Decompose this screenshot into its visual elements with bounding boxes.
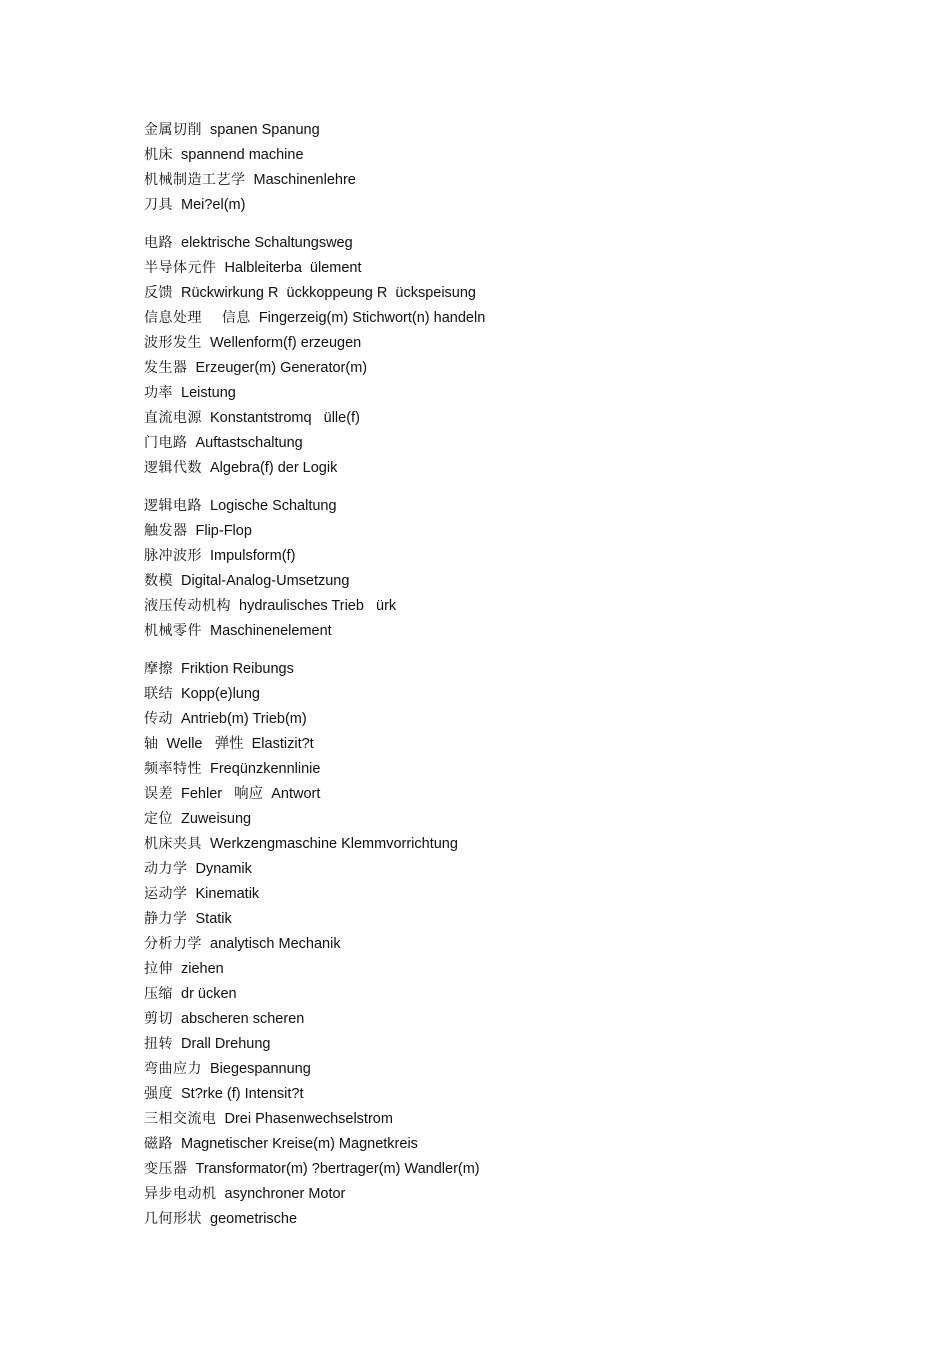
german-term: Kinematik [195,886,260,902]
chinese-term: 定位 [144,811,173,827]
german-term: Kopp(e)lung [181,686,260,702]
german-term: Magnetischer Kreise(m) Magnetkreis [181,1136,418,1152]
glossary-entry [144,657,844,682]
glossary-entry [144,732,844,757]
chinese-term: 机械制造工艺学 [144,172,246,188]
german-term: spanen Spanung [210,122,320,138]
german-term: Fingerzeig(m) Stichwort(n) handeln [258,310,486,326]
glossary-entry [144,857,844,882]
chinese-term: 刀具 [144,197,173,213]
group-gap [144,218,844,231]
chinese-term: 变压器 [144,1161,188,1177]
german-term: Transformator(m) ?bertrager(m) Wandler(m) [195,1161,480,1177]
german-term: Freqünzkennlinie [210,761,321,777]
glossary-entry [144,306,844,331]
chinese-term: 运动学 [144,886,188,902]
glossary-entry [144,1157,844,1182]
chinese-term: 信息处理 信息 [144,310,251,326]
glossary-entry [144,143,844,168]
glossary-entry [144,118,844,143]
chinese-term: 分析力学 [144,936,202,952]
german-term: Auftastschaltung [195,435,303,451]
german-term: Friktion Reibungs [181,661,294,677]
glossary-entry [144,757,844,782]
german-term: Halbleiterba ülement [224,260,362,276]
glossary-entry [144,907,844,932]
glossary-entry [144,456,844,481]
glossary-entry [144,1107,844,1132]
chinese-term: 弯曲应力 [144,1061,202,1077]
german-term: geometrische [210,1211,298,1227]
glossary-entry [144,544,844,569]
german-term: Mei?el(m) [181,197,246,213]
german-term: abscheren scheren [181,1011,305,1027]
chinese-term: 传动 [144,711,173,727]
german-term: elektrische Schaltungsweg [181,235,353,251]
glossary-entry [144,281,844,306]
german-term: Impulsform(f) [210,548,296,564]
chinese-term: 磁路 [144,1136,173,1152]
german-term: Erzeuger(m) Generator(m) [195,360,368,376]
glossary-entry [144,832,844,857]
german-term: Algebra(f) der Logik [210,460,338,476]
german-term: Fehler 响应 Antwort [181,786,321,802]
glossary-entry [144,256,844,281]
chinese-term: 静力学 [144,911,188,927]
glossary-entry [144,882,844,907]
german-term: ziehen [181,961,224,977]
group-gap [144,644,844,657]
german-term: hydraulisches Trieb ürk [239,598,397,614]
chinese-term: 压缩 [144,986,173,1002]
chinese-term: 机床夹具 [144,836,202,852]
german-term: Maschinenelement [210,623,332,639]
chinese-term: 联结 [144,686,173,702]
german-term: Zuweisung [181,811,252,827]
chinese-term: 脉冲波形 [144,548,202,564]
chinese-term: 发生器 [144,360,188,376]
glossary-entry [144,1007,844,1032]
glossary-entry [144,569,844,594]
glossary-entry [144,1132,844,1157]
german-term: spannend machine [181,147,304,163]
german-term: Antrieb(m) Trieb(m) [181,711,307,727]
chinese-term: 机床 [144,147,173,163]
chinese-term: 剪切 [144,1011,173,1027]
glossary-entry [144,782,844,807]
chinese-term: 电路 [144,235,173,251]
group-gap [144,481,844,494]
glossary-entry [144,231,844,256]
glossary-entry [144,431,844,456]
glossary-entry [144,957,844,982]
glossary-entry [144,406,844,431]
glossary-entry [144,982,844,1007]
glossary-entry [144,707,844,732]
glossary-list [144,118,844,1232]
glossary-entry [144,1032,844,1057]
chinese-term: 强度 [144,1086,173,1102]
german-term: dr ücken [181,986,237,1002]
glossary-entry [144,932,844,957]
german-term: Drei Phasenwechselstrom [224,1111,393,1127]
chinese-term: 功率 [144,385,173,401]
chinese-term: 逻辑代数 [144,460,202,476]
chinese-term: 门电路 [144,435,188,451]
glossary-entry [144,356,844,381]
chinese-term: 金属切削 [144,122,202,138]
chinese-term: 轴 [144,736,159,752]
glossary-entry [144,619,844,644]
chinese-term: 几何形状 [144,1211,202,1227]
german-term: Drall Drehung [181,1036,271,1052]
chinese-term: 误差 [144,786,173,802]
german-term: Statik [195,911,232,927]
chinese-term: 动力学 [144,861,188,877]
german-term: Werkzengmaschine Klemmvorrichtung [210,836,458,852]
glossary-entry [144,807,844,832]
chinese-term: 液压传动机构 [144,598,231,614]
chinese-term: 半导体元件 [144,260,217,276]
glossary-entry [144,682,844,707]
chinese-term: 直流电源 [144,410,202,426]
chinese-term: 频率特性 [144,761,202,777]
german-term: Flip-Flop [195,523,252,539]
german-term: Leistung [181,385,236,401]
german-term: Konstantstromq ülle(f) [210,410,360,426]
chinese-term: 触发器 [144,523,188,539]
glossary-entry [144,494,844,519]
german-term: St?rke (f) Intensit?t [181,1086,304,1102]
german-term: Wellenform(f) erzeugen [210,335,362,351]
chinese-term: 异步电动机 [144,1186,217,1202]
german-term: Logische Schaltung [210,498,337,514]
german-term: Digital-Analog-Umsetzung [181,573,350,589]
german-term: asynchroner Motor [224,1186,346,1202]
glossary-entry [144,1207,844,1232]
glossary-entry [144,1057,844,1082]
glossary-entry [144,1182,844,1207]
german-term: Rückwirkung R ückkoppeung R ückspeisung [181,285,476,301]
glossary-entry [144,193,844,218]
glossary-entry [144,331,844,356]
german-term: analytisch Mechanik [210,936,341,952]
glossary-entry [144,594,844,619]
german-term: Maschinenlehre [253,172,356,188]
german-term: Dynamik [195,861,252,877]
chinese-term: 机械零件 [144,623,202,639]
chinese-term: 摩擦 [144,661,173,677]
german-term: Biegespannung [210,1061,311,1077]
chinese-term: 反馈 [144,285,173,301]
chinese-term: 三相交流电 [144,1111,217,1127]
chinese-term: 波形发生 [144,335,202,351]
chinese-term: 逻辑电路 [144,498,202,514]
german-term: Welle 弹性 Elastizit?t [166,736,314,752]
glossary-entry [144,168,844,193]
chinese-term: 拉伸 [144,961,173,977]
chinese-term: 扭转 [144,1036,173,1052]
glossary-entry [144,519,844,544]
chinese-term: 数模 [144,573,173,589]
glossary-entry [144,381,844,406]
glossary-entry [144,1082,844,1107]
